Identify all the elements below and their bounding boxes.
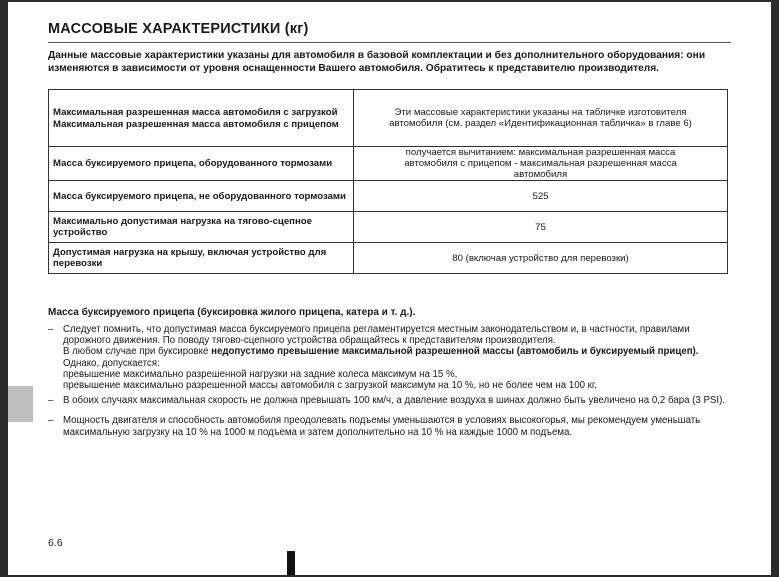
list-item <box>48 395 736 406</box>
table-row <box>49 181 728 212</box>
list-item <box>48 415 736 437</box>
mass-spec-table <box>48 89 728 274</box>
page-number: 6.6 <box>48 537 63 549</box>
note1-line-b: превышение максимально разрешенной массы автомобиля с загрузкой максимум на 10 %, но не более чем на 100 кг. <box>63 380 597 392</box>
row5-label: Допустимая нагрузка на крышу, включая устройство для перевозки <box>49 243 354 274</box>
note1-warning: В любом случае при буксировке недопустимо превышение максимальной разрешенной массы (автомобиль и буксируемый прицеп). Однако, допускается: <box>63 346 699 369</box>
note3-text: Мощность двигателя и способность автомобиля преодолевать подъемы уменьшаются в условиях высокогорья, мы рекомендуем уменьшать максимальную загрузку на 10 % на 1000 м подъема и затем дополнительно на 10 % на каждые 1000 м подъема. <box>63 415 701 438</box>
table-row <box>49 212 728 243</box>
title-divider <box>48 42 731 43</box>
table-row-label <box>49 90 354 147</box>
row1-value: Эти массовые характеристики указаны на табличке изготовителя автомобиля (см. раздел «Идентификационная табличка» в главе 6) <box>354 90 728 147</box>
note1-line-a: превышение максимально разрешенной нагрузки на задние колеса максимум на 15 %, <box>63 368 458 380</box>
notes-list <box>48 324 736 442</box>
row3-value: 525 <box>354 181 728 212</box>
intro-paragraph: Данные массовые характеристики указаны для автомобиля в базовой комплектации и без дополнительного оборудования: они изменяются в зависимости от уровня оснащенности Вашего автомобиля. Обратитесь к представителю производителя. <box>48 50 706 74</box>
row1-label-a: Максимальная разрешенная масса автомобиля с загрузкой <box>53 106 338 118</box>
row2-label: Масса буксируемого прицепа, оборудованного тормозами <box>49 147 354 181</box>
row1-label-b: Максимальная разрешенная масса автомобиля с прицепом <box>53 118 339 130</box>
table-row <box>49 243 728 274</box>
row2-value: получается вычитанием: максимальная разрешенная масса автомобиля с прицепом - максимальная разрешенная масса автомобиля <box>354 147 728 181</box>
bullet-dash: – <box>48 324 54 335</box>
row4-label: Максимально допустимая нагрузка на тягово-сцепное устройство <box>49 212 354 243</box>
chapter-tab-marker <box>8 386 33 422</box>
bullet-dash: – <box>48 395 54 407</box>
note1-text: Следует помнить, что допустимая масса буксируемого прицепа регламентируется местным законодательством и, в частности, правилами дорожного движения. По поводу тягово-сцепного устройства обращайтесь к представителям производителя. <box>63 324 690 347</box>
page-title: МАССОВЫЕ ХАРАКТЕРИСТИКИ (кг) <box>48 21 309 37</box>
row3-label: Масса буксируемого прицепа, не оборудованного тормозами <box>49 181 354 212</box>
table-row <box>49 147 728 181</box>
bullet-dash: – <box>48 415 54 427</box>
trailer-section-title: Масса буксируемого прицепа (буксировка жилого прицепа, катера и т. д.). <box>48 307 416 318</box>
note2-text: В обоих случаях максимальная скорость не должна превышать 100 км/ч, а давление воздуха в шинах должно быть увеличено на 0,2 бара (3 PSI). <box>63 395 726 407</box>
row4-value: 75 <box>354 212 728 243</box>
page-edge-marker <box>287 551 295 575</box>
row5-value: 80 (включая устройство для перевозки) <box>354 243 728 274</box>
table-row <box>49 90 728 147</box>
document-page <box>8 2 771 575</box>
list-item <box>48 324 736 391</box>
